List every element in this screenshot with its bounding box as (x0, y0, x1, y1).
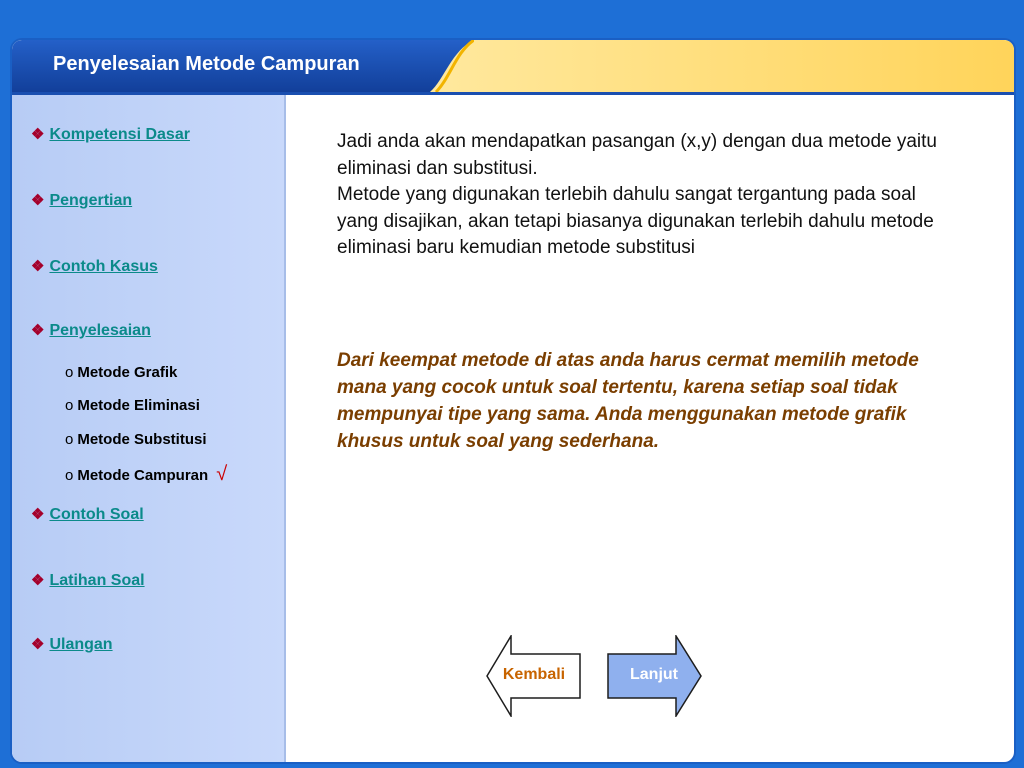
subitem-label: Metode Grafik (77, 364, 178, 381)
next-button-label: Lanjut (630, 666, 678, 683)
diamond-bullet-icon: ❖ (31, 192, 45, 209)
sidebar-link-contoh-soal[interactable]: Contoh Soal (49, 506, 144, 523)
emphasis-paragraph: Dari keempat metode di atas anda harus cermat memilih metode mana yang cocok untuk soal tertentu, karena setiap soal tidak mempunyai tipe yang sama. Anda menggunakan metode grafik khusus untuk soal yang sederhana. (337, 350, 919, 452)
back-button-label: Kembali (502, 666, 566, 683)
diamond-bullet-icon: ❖ (31, 636, 45, 653)
circle-bullet-icon: o (65, 467, 74, 484)
subitem-label: Metode Eliminasi (77, 397, 200, 414)
subitem-label: Metode Substitusi (77, 431, 207, 448)
diamond-bullet-icon: ❖ (31, 322, 45, 339)
circle-bullet-icon: o (65, 397, 74, 414)
slide-frame (10, 38, 1016, 764)
subitem-metode-grafik (65, 364, 177, 381)
sidebar-item-contoh-soal[interactable] (31, 505, 144, 524)
subitem-metode-eliminasi (65, 397, 200, 414)
sidebar-item-kompetensi-dasar[interactable] (31, 125, 190, 144)
sidebar-item-ulangan[interactable] (31, 635, 113, 654)
sidebar-link-contoh-kasus[interactable]: Contoh Kasus (49, 258, 158, 275)
title-tab (12, 40, 474, 92)
body-text (337, 129, 947, 262)
subitem-label: Metode Campuran (77, 467, 209, 484)
page-title: Penyelesaian Metode Campuran (53, 53, 360, 75)
sidebar-item-contoh-kasus[interactable] (31, 257, 158, 276)
sidebar-link-ulangan[interactable]: Ulangan (49, 636, 113, 653)
body-paragraph-1: Jadi anda akan mendapatkan pasangan (x,y) dengan dua metode yaitu eliminasi dan substitusi. (337, 131, 937, 179)
sidebar-item-latihan-soal[interactable] (31, 571, 145, 590)
subitem-metode-substitusi (65, 431, 207, 448)
circle-bullet-icon: o (65, 431, 74, 448)
sidebar-item-penyelesaian[interactable] (31, 321, 151, 340)
sidebar-item-pengertian[interactable] (31, 191, 132, 210)
diamond-bullet-icon: ❖ (31, 126, 45, 143)
header-bar (12, 40, 1014, 92)
body-paragraph-2: Metode yang digunakan terlebih dahulu sangat tergantung pada soal yang disajikan, akan tetapi biasanya digunakan terlebih dahulu metode eliminasi baru kemudian metode substitusi (337, 184, 934, 258)
sidebar-link-latihan-soal[interactable]: Latihan Soal (49, 572, 145, 589)
subitem-metode-campuran (65, 463, 227, 486)
sidebar-link-kompetensi-dasar[interactable]: Kompetensi Dasar (49, 126, 190, 143)
next-button[interactable] (606, 635, 702, 717)
sidebar-link-penyelesaian[interactable]: Penyelesaian (49, 322, 151, 339)
sidebar-nav (12, 95, 286, 764)
checkmark-icon: √ (216, 463, 228, 485)
back-button[interactable] (486, 635, 582, 717)
diamond-bullet-icon: ❖ (31, 506, 45, 523)
diamond-bullet-icon: ❖ (31, 572, 45, 589)
circle-bullet-icon: o (65, 364, 74, 381)
diamond-bullet-icon: ❖ (31, 258, 45, 275)
sidebar-link-pengertian[interactable]: Pengertian (49, 192, 133, 209)
